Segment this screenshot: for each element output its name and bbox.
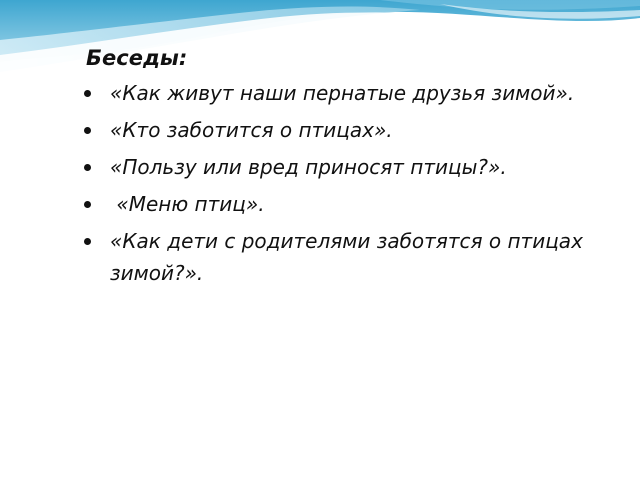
bullet-icon <box>84 90 91 97</box>
topics-list <box>86 77 606 289</box>
slide-content <box>86 42 606 294</box>
list-item <box>84 151 606 183</box>
bullet-icon <box>84 164 91 171</box>
list-item-text: «Меню птиц». <box>110 192 265 216</box>
list-item <box>84 188 606 220</box>
list-item-text: «Как живут наши пернатые друзья зимой». <box>110 81 575 105</box>
list-item <box>84 225 606 289</box>
list-item <box>84 77 606 109</box>
list-item-text: «Кто заботится о птицах». <box>110 118 393 142</box>
bullet-icon <box>84 238 91 245</box>
slide-heading: Беседы: <box>86 46 188 70</box>
list-item-text: «Пользу или вред приносят птицы?». <box>110 155 507 179</box>
list-item <box>84 114 606 146</box>
bullet-icon <box>84 201 91 208</box>
bullet-icon <box>84 127 91 134</box>
list-item-text: «Как дети с родителями заботятся о птицах зимой?». <box>110 229 590 285</box>
